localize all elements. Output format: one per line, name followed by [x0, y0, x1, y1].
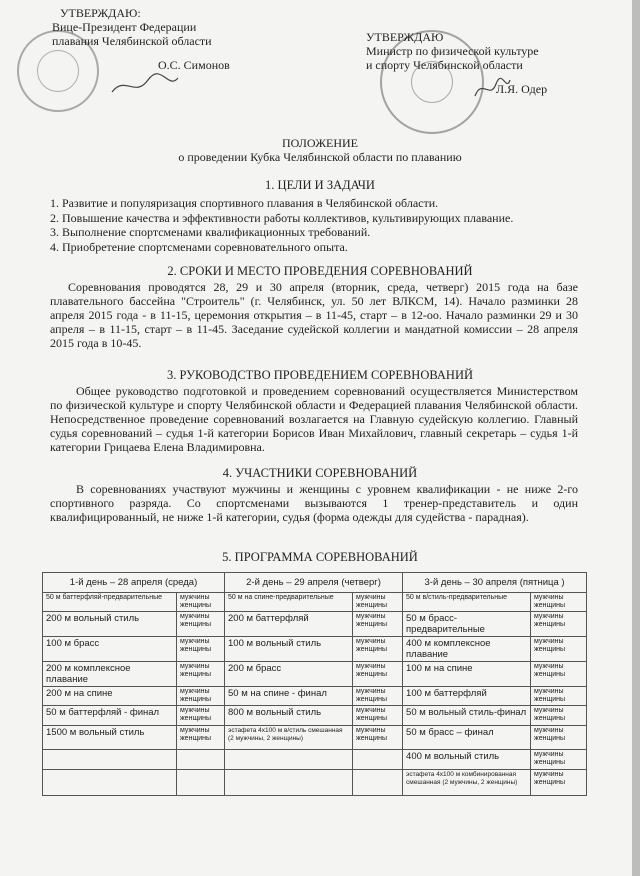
event-cell: 50 м в/стиль-предварительные: [403, 593, 531, 612]
approval-left-signer: О.С. Симонов: [158, 58, 230, 72]
approval-right-head: УТВЕРЖДАЮ: [366, 30, 444, 44]
gender-cell: мужчины женщины: [353, 593, 403, 612]
goal-item: 3. Выполнение спортсменами квалификационных требований.: [50, 225, 371, 239]
event-cell: [43, 750, 177, 770]
event-cell: 50 м вольный стиль-финал: [403, 706, 531, 726]
gender-cell: мужчины женщины: [353, 637, 403, 662]
gender-cell: мужчины женщины: [353, 687, 403, 706]
table-row: [43, 593, 587, 612]
gender-cell: мужчины женщины: [531, 612, 587, 637]
approval-left-line1: Вице-Президент Федерации: [52, 20, 197, 34]
gender-cell: [353, 770, 403, 796]
gender-cell: [177, 770, 225, 796]
goals-list: [50, 196, 578, 254]
section-goals-heading: 1. ЦЕЛИ И ЗАДАЧИ: [265, 178, 375, 192]
event-cell: 1500 м вольный стиль: [43, 726, 177, 750]
event-cell: 400 м комплексное плавание: [403, 637, 531, 662]
program-table: [42, 572, 587, 796]
gender-cell: мужчины женщины: [177, 726, 225, 750]
gender-cell: мужчины женщины: [177, 706, 225, 726]
approval-block-left: [30, 6, 260, 72]
table-row: [43, 726, 587, 750]
gender-cell: мужчины женщины: [531, 726, 587, 750]
event-cell: [225, 770, 353, 796]
gender-cell: мужчины женщины: [531, 593, 587, 612]
terms-text: Соревнования проводятся 28, 29 и 30 апреля (вторник, среда, четверг) 2015 года на базе плавательного бассейна "Строитель" (г. Челябинск, ул. 50 лет ВЛКСМ, 14). Начало разминки 28 апреля 2015 года - в 11-15, церемония открытия – в 11-45, старт – в 12-оо. Начало разминки 29 и 30 апреля – в 11-15, старт – в 11-45. Заседание судейской коллегии и мандатной комиссии – 28 апреля 2015 года в 10-45.: [50, 280, 578, 350]
event-cell: 200 м вольный стиль: [43, 612, 177, 637]
event-cell: 100 м брасс: [43, 637, 177, 662]
event-cell: эстафета 4х100 м в/стиль смешанная (2 мужчины, 2 женщины): [225, 726, 353, 750]
signature-right: [472, 76, 512, 102]
approval-left-head: УТВЕРЖДАЮ:: [60, 6, 141, 20]
gender-cell: мужчины женщины: [177, 612, 225, 637]
event-cell: 200 м баттерфляй: [225, 612, 353, 637]
event-cell: 200 м на спине: [43, 687, 177, 706]
approval-right-signer: Л.Я. Одер: [496, 82, 548, 96]
table-row: [43, 706, 587, 726]
event-cell: [43, 770, 177, 796]
gender-cell: мужчины женщины: [177, 687, 225, 706]
gender-cell: мужчины женщины: [531, 770, 587, 796]
goal-item: 1. Развитие и популяризация спортивного плавания в Челябинской области.: [50, 196, 439, 210]
gender-cell: [177, 750, 225, 770]
event-cell: 200 м комплексное плавание: [43, 662, 177, 687]
event-cell: 50 м брасс-предварительные: [403, 612, 531, 637]
gender-cell: мужчины женщины: [531, 662, 587, 687]
table-header-row: [43, 573, 587, 593]
gender-cell: мужчины женщины: [353, 612, 403, 637]
section-participants-heading: 4. УЧАСТНИКИ СОРЕВНОВАНИЙ: [222, 466, 418, 480]
table-row: [43, 612, 587, 637]
gender-cell: мужчины женщины: [177, 637, 225, 662]
day-1-header: 1-й день – 28 апреля (среда): [43, 573, 225, 593]
gender-cell: мужчины женщины: [531, 750, 587, 770]
table-row: [43, 637, 587, 662]
gender-cell: мужчины женщины: [531, 687, 587, 706]
section-program-heading: 5. ПРОГРАММА СОРЕВНОВАНИЙ: [222, 550, 418, 564]
event-cell: 50 м на спине - финал: [225, 687, 353, 706]
event-cell: 50 м на спине-предварительные: [225, 593, 353, 612]
approval-right-line2: и спорту Челябинской области: [366, 58, 523, 72]
goal-item: 4. Приобретение спортсменами соревновательного опыта.: [50, 239, 348, 254]
event-cell: 50 м баттерфляй-предварительные: [43, 593, 177, 612]
event-cell: 50 м баттерфляй - финал: [43, 706, 177, 726]
participants-text: В соревнованиях участвуют мужчины и женщины с уровнем квалификации - не ниже 2-го спортивного разряда. Со спортсменами вызываются 1 тренер-представитель и один квалифицированный, не ниже 1-й категории, судья (форма одежды для судейства - парадная).: [50, 482, 578, 524]
event-cell: 100 м на спине: [403, 662, 531, 687]
document-title: ПОЛОЖЕНИЕ: [282, 136, 358, 150]
event-cell: 200 м брасс: [225, 662, 353, 687]
table-row: [43, 770, 587, 796]
event-cell: эстафета 4х100 м комбинированная смешанная (2 мужчины, 2 женщины): [403, 770, 531, 796]
gender-cell: мужчины женщины: [353, 662, 403, 687]
section-management-heading: 3. РУКОВОДСТВО ПРОВЕДЕНИЕМ СОРЕВНОВАНИЙ: [167, 368, 473, 382]
gender-cell: [353, 750, 403, 770]
event-cell: 50 м брасс – финал: [403, 726, 531, 750]
table-row: [43, 687, 587, 706]
table-row: [43, 662, 587, 687]
approval-right-line1: Министр по физической культуре: [366, 44, 539, 58]
approval-left-line2: плавания Челябинской области: [52, 34, 212, 48]
gender-cell: мужчины женщины: [353, 706, 403, 726]
event-cell: 100 м баттерфляй: [403, 687, 531, 706]
day-3-header: 3-й день – 30 апреля (пятница ): [403, 573, 587, 593]
event-cell: 800 м вольный стиль: [225, 706, 353, 726]
scan-edge: [632, 0, 640, 876]
table-row: [43, 750, 587, 770]
gender-cell: мужчины женщины: [353, 726, 403, 750]
management-text: Общее руководство подготовкой и проведением соревнований осуществляется Министерством по физической культуре и спорту Челябинской области и Федерацией плавания Челябинской области. Непосредственное проведение соревнований возлагается на Главную судейскую коллегию. Главный судья соревнований – судья 1-й категории Борисов Иван Михайлович, главный секретарь – судья 1-й категории Грицаева Елена Владимировна.: [50, 384, 578, 454]
day-2-header: 2-й день – 29 апреля (четверг): [225, 573, 403, 593]
gender-cell: мужчины женщины: [531, 706, 587, 726]
gender-cell: мужчины женщины: [177, 662, 225, 687]
signature-left: [110, 70, 180, 100]
event-cell: 100 м вольный стиль: [225, 637, 353, 662]
gender-cell: мужчины женщины: [531, 637, 587, 662]
document-subtitle: о проведении Кубка Челябинской области по плаванию: [178, 150, 462, 164]
goal-item: 2. Повышение качества и эффективности работы коллективов, культивирующих плавание.: [50, 210, 514, 225]
event-cell: [225, 750, 353, 770]
section-terms-heading: 2. СРОКИ И МЕСТО ПРОВЕДЕНИЯ СОРЕВНОВАНИЙ: [167, 264, 473, 278]
gender-cell: мужчины женщины: [177, 593, 225, 612]
event-cell: 400 м вольный стиль: [403, 750, 531, 770]
